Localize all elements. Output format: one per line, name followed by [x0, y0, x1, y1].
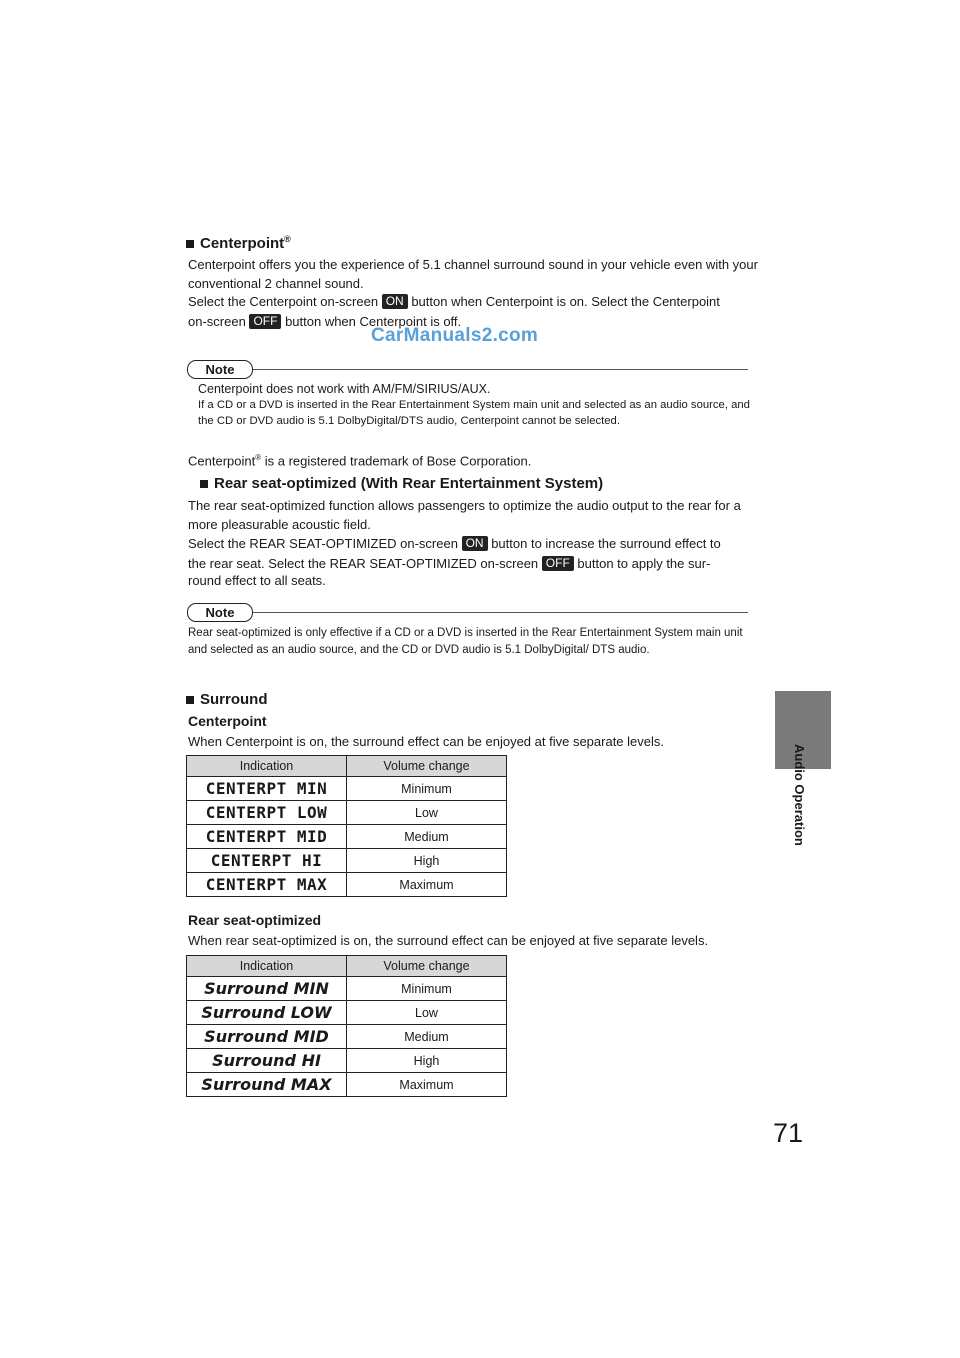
indication-cell: Surround MID	[187, 1025, 347, 1049]
rear-seat-levels-text: When rear seat-optimized is on, the surround effect can be enjoyed at five separate levels.	[188, 933, 709, 948]
table-row	[187, 977, 507, 1001]
table-header-row	[187, 756, 507, 777]
volume-cell: Medium	[347, 825, 507, 849]
volume-cell: Maximum	[347, 873, 507, 897]
table-row	[187, 873, 507, 897]
indication-header: Indication	[187, 956, 347, 977]
table-row	[187, 1001, 507, 1025]
indication-cell: CENTERPT HI	[187, 849, 347, 873]
volume-cell: Low	[347, 1001, 507, 1025]
indication-cell: Surround MAX	[187, 1073, 347, 1097]
on-button-icon: ON	[382, 294, 408, 309]
note-divider	[188, 612, 748, 613]
table-row	[187, 849, 507, 873]
note-text: Centerpoint does not work with AM/FM/SIRIUS/AUX.	[198, 382, 491, 396]
surround-heading: Surround	[186, 691, 268, 708]
indication-cell: Surround HI	[187, 1049, 347, 1073]
table-row	[187, 1073, 507, 1097]
indication-cell: CENTERPT MAX	[187, 873, 347, 897]
note-badge: Note	[187, 360, 253, 379]
volume-header: Volume change	[347, 956, 507, 977]
centerpoint-heading: Centerpoint®	[186, 234, 291, 252]
watermark: CarManuals2.com	[371, 325, 539, 346]
rear-seat-subheading: Rear seat-optimized	[188, 912, 322, 928]
chapter-label: Audio Operation	[792, 744, 807, 846]
volume-cell: High	[347, 1049, 507, 1073]
centerpoint-intro: Centerpoint offers you the experience of 5.1 channel surround sound in your vehicle even with your conventional 2 channel sound.	[188, 257, 758, 291]
note-divider	[188, 369, 748, 370]
section-bullet	[186, 696, 194, 704]
note-text: Rear seat-optimized is only effective if a CD or a DVD is inserted in the Rear Entertainment System main unit and selected as an audio source, and the CD or DVD audio is 5.1 DolbyDigital/ DTS audio.	[188, 627, 743, 656]
indication-header: Indication	[187, 756, 347, 777]
volume-cell: Maximum	[347, 1073, 507, 1097]
indication-cell: Surround LOW	[187, 1001, 347, 1025]
volume-cell: Low	[347, 801, 507, 825]
section-bullet	[186, 240, 194, 248]
volume-cell: High	[347, 849, 507, 873]
table-row	[187, 777, 507, 801]
page-number: 71	[773, 1118, 804, 1148]
volume-cell: Minimum	[347, 977, 507, 1001]
indication-cell: CENTERPT MID	[187, 825, 347, 849]
centerpoint-level-table	[186, 755, 507, 897]
section-bullet	[200, 480, 208, 488]
rear-seat-on-line: Select the REAR SEAT-OPTIMIZED on-screen ON button to increase the surround effect to	[188, 536, 721, 551]
off-button-icon: OFF	[542, 556, 574, 571]
indication-cell: CENTERPT MIN	[187, 777, 347, 801]
table-header-row	[187, 956, 507, 977]
rear-seat-line-end: round effect to all seats.	[188, 573, 326, 588]
rear-seat-off-line: the rear seat. Select the REAR SEAT-OPTIMIZED on-screen OFF button to apply the sur-	[188, 556, 711, 571]
note-badge: Note	[187, 603, 253, 622]
rear-seat-heading: Rear seat-optimized (With Rear Entertainment System)	[200, 475, 603, 492]
volume-header: Volume change	[347, 756, 507, 777]
rear-seat-intro: The rear seat-optimized function allows passengers to optimize the audio output to the rear for a more pleasurable acoustic field.	[188, 498, 741, 532]
indication-cell: CENTERPT LOW	[187, 801, 347, 825]
note-text: If a CD or a DVD is inserted in the Rear Entertainment System main unit and selected as an audio source, and the CD or DVD audio is 5.1 DolbyDigital/DTS audio, Centerpoint cannot be selected.	[198, 399, 750, 427]
volume-cell: Minimum	[347, 777, 507, 801]
on-button-icon: ON	[462, 536, 488, 551]
indication-cell: Surround MIN	[187, 977, 347, 1001]
table-row	[187, 1025, 507, 1049]
off-button-icon: OFF	[249, 314, 281, 329]
rear-seat-level-table	[186, 955, 507, 1097]
volume-cell: Medium	[347, 1025, 507, 1049]
centerpoint-off-line: on-screen OFF button when Centerpoint is off.	[188, 314, 462, 329]
centerpoint-on-line: Select the Centerpoint on-screen ON button when Centerpoint is on. Select the Centerpoint	[188, 294, 720, 309]
table-row	[187, 801, 507, 825]
table-row	[187, 1049, 507, 1073]
centerpoint-subheading: Centerpoint	[188, 713, 267, 729]
trademark-text: Centerpoint® is a registered trademark of Bose Corporation.	[188, 453, 532, 469]
centerpoint-levels-text: When Centerpoint is on, the surround effect can be enjoyed at five separate levels.	[188, 734, 664, 749]
table-row	[187, 825, 507, 849]
